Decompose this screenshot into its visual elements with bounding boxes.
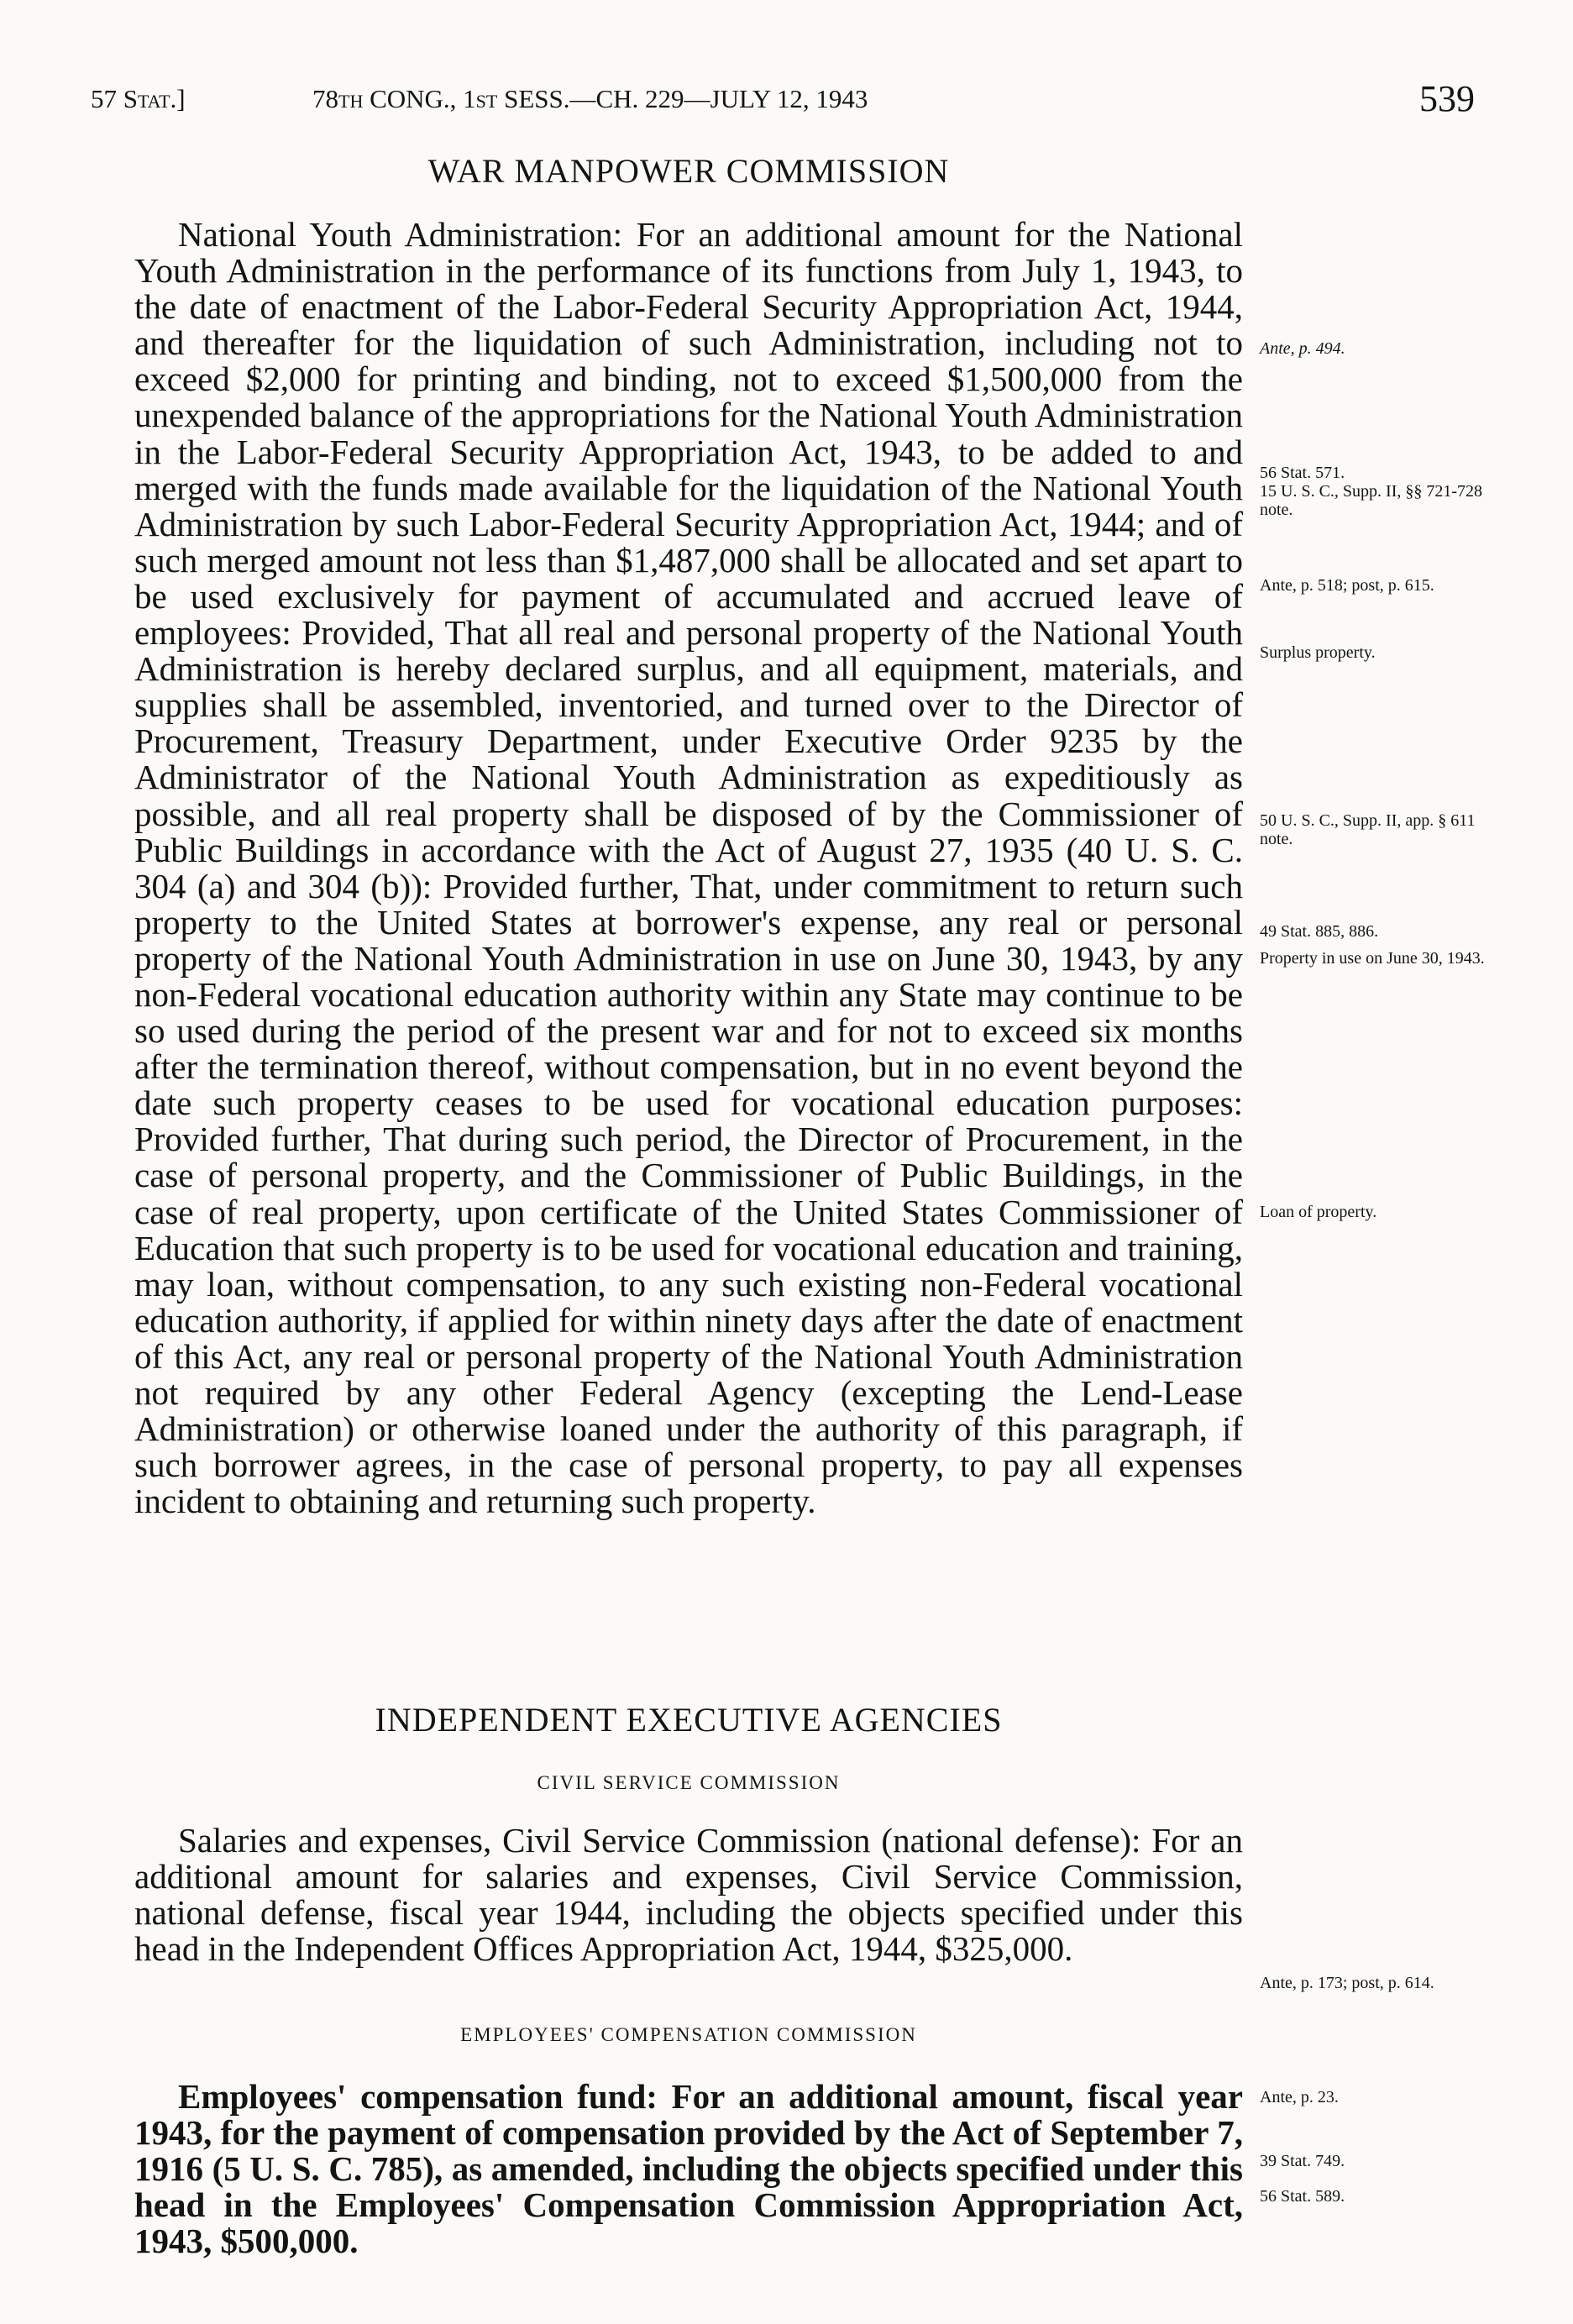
margin-note-56-stat-589: 56 Stat. 589. — [1260, 2187, 1345, 2206]
margin-note-50-usc: 50 U. S. C., Supp. II, app. § 611 note. — [1260, 811, 1476, 848]
margin-note-property-in-use: Property in use on June 30, 1943. — [1260, 949, 1485, 968]
employees-compensation-heading: EMPLOYEES' COMPENSATION COMMISSION — [460, 2024, 917, 2045]
independent-agencies-title: INDEPENDENT EXECUTIVE AGENCIES — [375, 1701, 1003, 1739]
civil-service-heading: CIVIL SERVICE COMMISSION — [537, 1772, 841, 1793]
war-manpower-title: WAR MANPOWER COMMISSION — [427, 152, 950, 190]
civil-service-paragraph: Salaries and expenses, Civil Service Commission (national defense): For an additional amount for salaries and expenses, Civil Service Commission, national defense, fiscal year 1944, including the objects specified under this head in the Independent Offices Appropriation Act, 1944, $325,000. — [134, 1821, 1243, 1969]
employees-compensation-paragraph: Employees' compensation fund: For an additional amount, fiscal year 1943, for the payment of compensation provided by the Act of September 7, 1916 (5 U. S. C. 785), as amended, including the objects specified under this head in the Employees' Compensation Commission Appropriation Act, 1943, $500,000. — [134, 2077, 1243, 2261]
margin-note-loan-of-property: Loan of property. — [1260, 1203, 1377, 1221]
page-number: 539 — [1419, 78, 1475, 119]
margin-note-ante-494: Ante, p. 494. — [1260, 339, 1345, 358]
margin-note-ante-173: Ante, p. 173; post, p. 614. — [1260, 1974, 1434, 1992]
margin-note-ante-518: Ante, p. 518; post, p. 615. — [1260, 576, 1434, 595]
nya-paragraph: National Youth Administration: For an additional amount for the National Youth Administration in the performance of its functions from July 1, 1943, to the date of enactment of the Labor-Federal Security Appropriation Act, 1944, and thereafter for the liquidation of such Administration, including not to exceed $2,000 for printing and binding, not to exceed $1,500,000 from the unexpended balance of the appropriations for the National Youth Administration in the Labor-Federal Security Appropriation Act, 1943, to be added to and merged with the funds made available for the liquidation of the National Youth Administration by such Labor-Federal Security Appropriation Act, 1944; and of such merged amount not less than $1,487,000 shall be allocated and set apart to be used exclusively for payment of accumulated and accrued leave of employees: Provided, That all real and personal property of the National Youth Administration is hereby declared surplus, and all equipment, materials, and supplies shall be assembled, inventoried, and turned over to the Director of Procurement, Treasury Department, under Executive Order 9235 by the Administrator of the National Youth Administration as expeditiously as possible, and all real property shall be disposed of by the Commissioner of Public Buildings in accordance with the Act of August 27, 1935 (40 U. S. C. 304 (a) and 304 (b)): Provided further, That, under commitment to return such property to the United States at borrower's expense, any real or personal property of the National Youth Administration in use on June 30, 1943, by any non-Federal vocational education authority within any State may continue to be so used during the period of the present war and for not to exceed six months after the termination thereof, without compensation, but in no event beyond the date such property ceases to be used for vocational education purposes: Provided further, That during such period, the Director of Procurement, in the case of personal property, and the Commissioner of Public Buildings, in the case of real property, upon certificate of the United States Commissioner of Education that such property is to be used for vocational education and training, may loan, without compensation, to any such existing non-Federal vocational education authority, if applied for within ninety days after the date of enactment of this Act, any real or personal property of the National Youth Administration not required by any other Federal Agency (excepting the Lend-Lease Administration) or otherwise loaned under the authority of this paragraph, if such borrower agrees, in the case of personal property, to pay all expenses incident to obtaining and returning such property. — [134, 215, 1243, 1521]
margin-note-49-stat: 49 Stat. 885, 886. — [1260, 922, 1379, 941]
margin-note-ante-23: Ante, p. 23. — [1260, 2088, 1339, 2106]
header-volume: 57 Stat.] — [91, 84, 186, 113]
margin-note-39-stat: 39 Stat. 749. — [1260, 2152, 1345, 2170]
margin-note-15-usc: 15 U. S. C., Supp. II, §§ 721-728 note. — [1260, 482, 1483, 519]
header-session: 78th CONG., 1st SESS.—CH. 229—JULY 12, 1943 — [312, 84, 868, 113]
margin-note-56-stat-571: 56 Stat. 571. — [1260, 464, 1345, 482]
margin-note-surplus-property: Surplus property. — [1260, 643, 1376, 662]
